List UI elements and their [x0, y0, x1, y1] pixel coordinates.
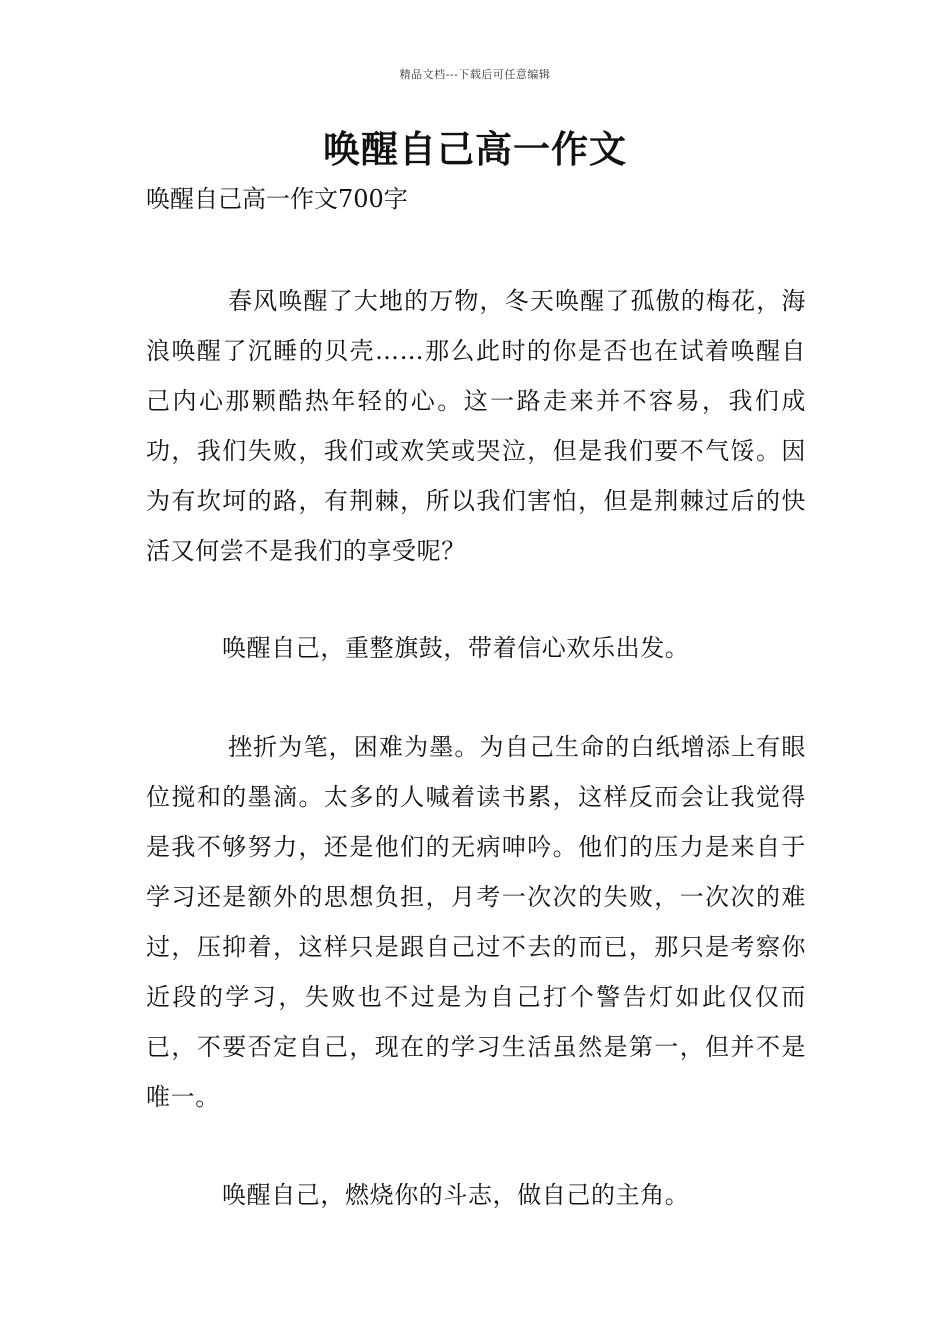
paragraph-4: 唤醒自己，燃烧你的斗志，做自己的主角。: [222, 1181, 690, 1209]
document-title: 唤醒自己高一作文: [323, 128, 627, 171]
document-subtitle: 唤醒自己高一作文700字: [146, 185, 408, 213]
paragraph-3: 挫折为笔，困难为墨。为自己生命的白纸增添上有眼位搅和的墨滴。太多的人喊着读书累，这样反而会让我觉得是我不够努力，还是他们的无病呻吟。他们的压力是来自于学习还是额外的思想负担，月考一次次的失败，一次次的难过，压抑着，这样只是跟自己过不去的而已，那只是考察你近段的学习，失败也不过是为自己打个警告灯如此仅仅而已，不要否定自己，现在的学习生活虽然是第一，但并不是唯一。: [146, 733, 806, 1111]
paragraph-1: 春风唤醒了大地的万物，冬天唤醒了孤傲的梅花，海浪唤醒了沉睡的贝壳……那么此时的你是否也在试着唤醒自己内心那颗酷热年轻的心。这一路走来并不容易，我们成功，我们失败，我们或欢笑或哭泣，但是我们要不气馁。因为有坎坷的路，有荆棘，所以我们害怕，但是荆棘过后的快活又何尝不是我们的享受呢？: [146, 287, 806, 565]
header-note: 精品文档---下载后可任意编辑: [399, 68, 551, 81]
paragraph-2: 唤醒自己，重整旗鼓，带着信心欢乐出发。: [222, 634, 690, 662]
